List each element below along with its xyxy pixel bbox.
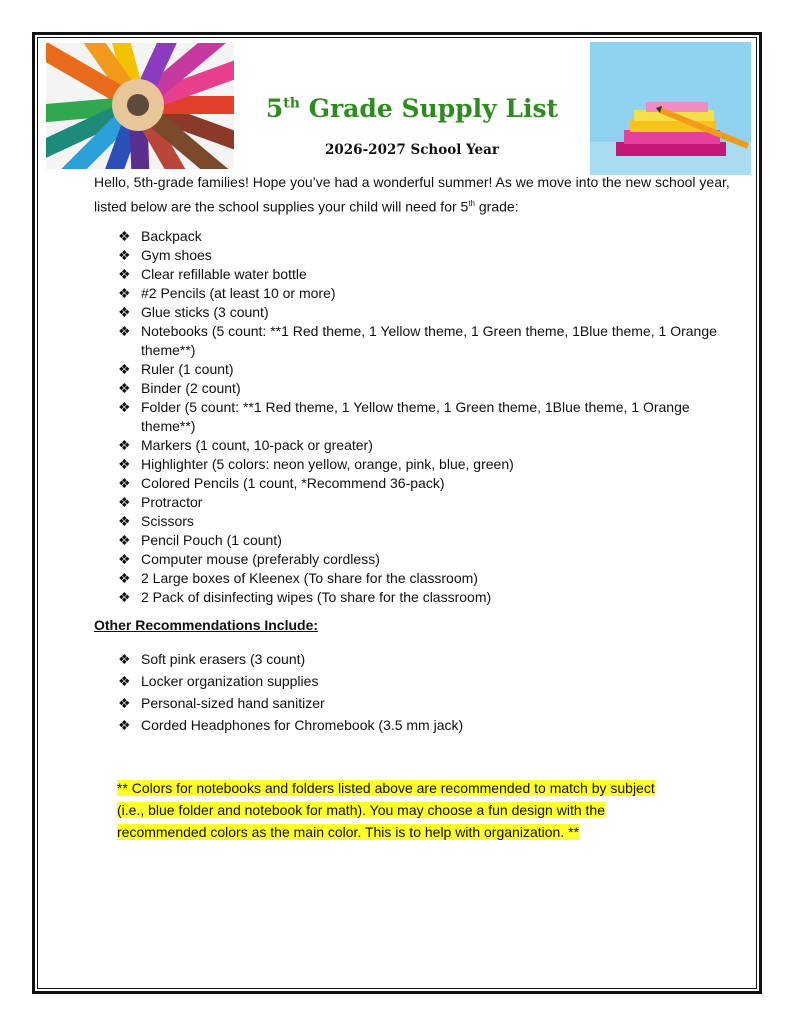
diamond-bullet-icon: ❖ xyxy=(118,285,131,301)
diamond-bullet-icon: ❖ xyxy=(118,589,131,605)
list-item xyxy=(118,303,718,322)
list-item xyxy=(118,379,718,398)
list-item-text: Computer mouse (preferably cordless) xyxy=(141,551,380,567)
list-item xyxy=(118,714,718,736)
list-item-text: Gym shoes xyxy=(141,247,212,263)
school-year-subtitle: 2026-2027 School Year xyxy=(325,142,499,158)
list-item xyxy=(118,512,718,531)
list-item xyxy=(118,398,718,436)
list-item xyxy=(118,692,718,714)
diamond-bullet-icon: ❖ xyxy=(118,475,131,491)
list-item-text: Clear refillable water bottle xyxy=(141,266,307,282)
list-item xyxy=(118,284,718,303)
diamond-bullet-icon: ❖ xyxy=(118,437,131,453)
list-item-text: Ruler (1 count) xyxy=(141,361,234,377)
intro-paragraph: Hello, 5th-grade families! Hope you’ve had a wonderful summer! As we move into the new school year, listed below are the school supplies your child will need for 5th grade: xyxy=(94,174,730,215)
diamond-bullet-icon: ❖ xyxy=(118,266,131,282)
supply-list xyxy=(118,227,718,607)
diamond-bullet-icon: ❖ xyxy=(118,380,131,396)
list-item-text: Notebooks (5 count: **1 Red theme, 1 Yellow theme, 1 Green theme, 1Blue theme, 1 Orange theme**) xyxy=(141,323,717,358)
other-recommendations-list xyxy=(118,648,718,736)
list-item-text: Personal-sized hand sanitizer xyxy=(141,695,325,711)
diamond-bullet-icon: ❖ xyxy=(118,513,131,529)
list-item-text: Corded Headphones for Chromebook (3.5 mm jack) xyxy=(141,717,464,733)
other-recommendations-heading: Other Recommendations Include: xyxy=(94,617,319,633)
list-item xyxy=(118,474,718,493)
list-item-text: Highlighter (5 colors: neon yellow, orange, pink, blue, green) xyxy=(141,456,514,472)
list-item xyxy=(118,493,718,512)
list-item-text: Colored Pencils (1 count, *Recommend 36-pack) xyxy=(141,475,445,491)
diamond-bullet-icon: ❖ xyxy=(118,695,131,711)
list-item-text: Backpack xyxy=(141,228,202,244)
list-item-text: 2 Large boxes of Kleenex (To share for the classroom) xyxy=(141,570,478,586)
list-item xyxy=(118,265,718,284)
diamond-bullet-icon: ❖ xyxy=(118,717,131,733)
diamond-bullet-icon: ❖ xyxy=(118,323,131,339)
list-item-text: Binder (2 count) xyxy=(141,380,241,396)
list-item-text: Markers (1 count, 10-pack or greater) xyxy=(141,437,373,453)
list-item-text: Folder (5 count: **1 Red theme, 1 Yellow theme, 1 Green theme, 1Blue theme, 1 Orange theme**) xyxy=(141,399,690,434)
list-item xyxy=(118,588,718,607)
list-item xyxy=(118,550,718,569)
page-title: 5th Grade Supply List xyxy=(265,94,559,123)
highlighted-note xyxy=(117,777,717,843)
list-item xyxy=(118,322,718,360)
list-item xyxy=(118,531,718,550)
diamond-bullet-icon: ❖ xyxy=(118,304,131,320)
list-item-text: Scissors xyxy=(141,513,194,529)
diamond-bullet-icon: ❖ xyxy=(118,247,131,263)
note-line: (i.e., blue folder and notebook for math). You may choose a fun design with the xyxy=(117,802,605,818)
list-item xyxy=(118,360,718,379)
list-item xyxy=(118,455,718,474)
diamond-bullet-icon: ❖ xyxy=(118,228,131,244)
list-item-text: 2 Pack of disinfecting wipes (To share for the classroom) xyxy=(141,589,492,605)
diamond-bullet-icon: ❖ xyxy=(118,532,131,548)
list-item xyxy=(118,227,718,246)
diamond-bullet-icon: ❖ xyxy=(118,551,131,567)
list-item-text: Glue sticks (3 count) xyxy=(141,304,269,320)
list-item-text: Locker organization supplies xyxy=(141,673,319,689)
list-item xyxy=(118,569,718,588)
list-item-text: Soft pink erasers (3 count) xyxy=(141,651,306,667)
colored-pencils-image xyxy=(46,43,234,169)
diamond-bullet-icon: ❖ xyxy=(118,651,131,667)
diamond-bullet-icon: ❖ xyxy=(118,456,131,472)
diamond-bullet-icon: ❖ xyxy=(118,399,131,415)
diamond-bullet-icon: ❖ xyxy=(118,673,131,689)
note-line: ** Colors for notebooks and folders listed above are recommended to match by subject xyxy=(117,780,655,796)
list-item xyxy=(118,670,718,692)
list-item xyxy=(118,246,718,265)
list-item xyxy=(118,648,718,670)
diamond-bullet-icon: ❖ xyxy=(118,361,131,377)
erasers-pencil-image xyxy=(590,42,751,175)
list-item-text: Pencil Pouch (1 count) xyxy=(141,532,282,548)
note-line: recommended colors as the main color. This is to help with organization. ** xyxy=(117,824,579,840)
diamond-bullet-icon: ❖ xyxy=(118,494,131,510)
list-item-text: #2 Pencils (at least 10 or more) xyxy=(141,285,336,301)
diamond-bullet-icon: ❖ xyxy=(118,570,131,586)
list-item-text: Protractor xyxy=(141,494,203,510)
list-item xyxy=(118,436,718,455)
